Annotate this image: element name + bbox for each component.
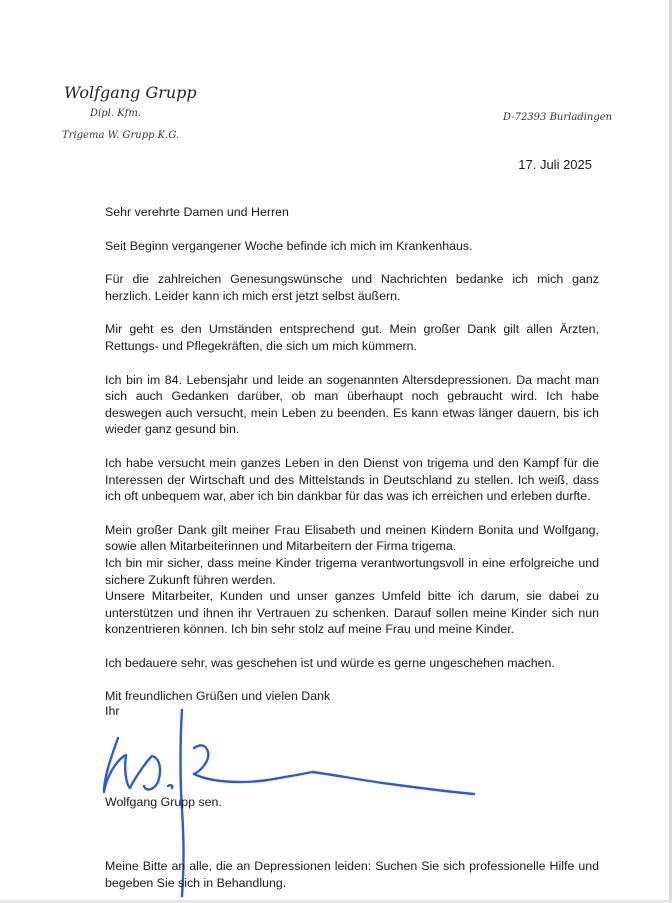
paragraph: Ich bin mir sicher, dass meine Kinder trigema verantwortungsvoll in eine erfolgreiche und sichere Zukunft führen werden.: [105, 555, 599, 587]
signatory-name: Wolfgang Grupp sen.: [105, 795, 222, 809]
letter-body: [105, 204, 599, 722]
letterhead-address: [503, 110, 613, 124]
thanks-block: [105, 522, 599, 638]
paragraph: Für die zahlreichen Genesungswünsche und Nachrichten bedanke ich mich ganz herzlich. Leider kann ich mich erst jetzt selbst äußern.: [105, 272, 599, 303]
footer-note: Meine Bitte an alle, die an Depressionen leiden: Suchen Sie sich professionelle Hilfe und begeben Sie sich in Behandlung.: [105, 859, 599, 890]
letterhead-script: [62, 80, 232, 150]
letterhead-logo: [62, 80, 232, 150]
paragraph: Mir geht es den Umständen entsprechend gut. Mein großer Dank gilt allen Ärzten, Rettungs- und Pflegekräften, die sich um mich kümmern.: [105, 322, 599, 353]
closing: Mit freundlichen Grüßen und vielen Dank: [105, 689, 331, 704]
letterhead-title: Dipl. Kfm.: [90, 108, 142, 119]
paragraph: Ich habe versucht mein ganzes Leben in den Dienst von trigema und den Kampf für die Interessen der Wirtschaft und des Mittelstands in Deutschland zu stellen. Ich weiß, dass ich oft unbequem war, aber ich bin dankbar für das was ich erreichen und erleben durfte.: [105, 455, 599, 504]
letter-date: 17. Juli 2025: [518, 157, 592, 172]
paragraph: Ich bedauere sehr, was geschehen ist und würde es gerne ungeschehen machen.: [105, 655, 555, 670]
signature-prefix: Ihr: [105, 704, 120, 718]
salutation: Sehr verehrte Damen und Herren: [105, 205, 289, 219]
letterhead-name: Wolfgang Grupp: [64, 83, 197, 102]
paragraph: Ich bin im 84. Lebensjahr und leide an sogenannten Altersdepressionen. Da macht man sich auch Gedanken darüber, ob man überhaupt noch gebraucht wird. Ich habe deswegen auch versucht, mein Leben zu beenden. Es kann etwas länger dauern, bis ich wieder ganz gesund bin.: [105, 372, 599, 437]
paragraph: Mein großer Dank gilt meiner Frau Elisabeth und meinen Kindern Bonita und Wolfgang, sowie allen Mitarbeiterinnen und Mitarbeitern der Firma trigema.: [105, 522, 599, 554]
address-text: D-72393 Burladingen: [503, 112, 613, 123]
paragraph: Seit Beginn vergangener Woche befinde ich mich im Krankenhaus.: [105, 238, 473, 253]
letterhead-company: Trigema W. Grupp K.G.: [62, 130, 180, 141]
paragraph: Unsere Mitarbeiter, Kunden und unser ganzes Umfeld bitte ich darum, sie dabei zu unterstützen und ihnen ihr Vertrauen zu schenken. Darauf sollen meine Kinder sich nun konzentrieren können. Ich bin sehr stolz auf meine Frau und meine Kinder.: [105, 589, 599, 637]
